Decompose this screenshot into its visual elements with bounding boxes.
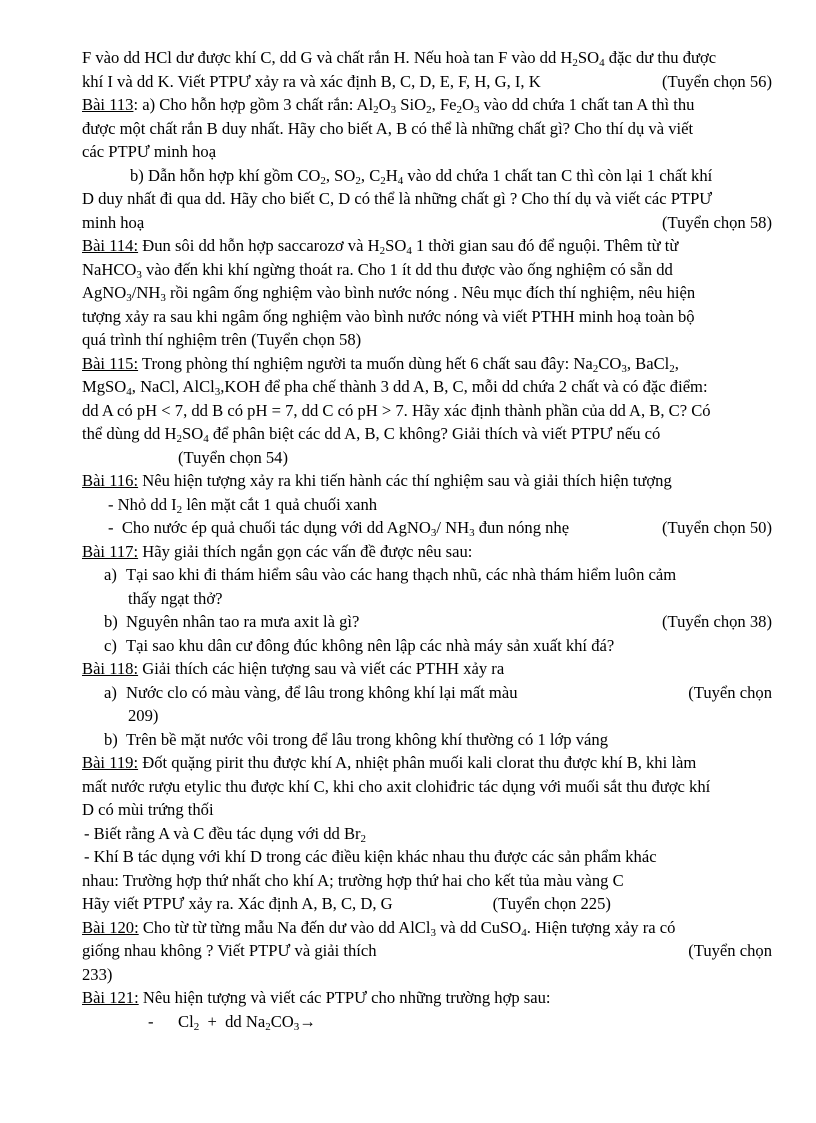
exercise-115-heading [82,352,772,376]
exercise-label: Bài 117: [82,541,139,561]
line-text: thể dùng dd $H_2SO_4$ để phân biệt các dd A, B, C không? Giải thích và viết PTPƯ nếu có [82,424,661,445]
list-item [82,1010,772,1034]
source-citation: (Tuyển chọn 54) [178,447,289,467]
line-text: Cho từ từ từng mẫu Na đến dư vào dd AlCl$_3$ và dd CuSO$_4$. Hiện tượng xảy ra có [138,917,676,939]
list-item [82,493,772,517]
line-text: mất nước rượu etylic thu được khí C, khi cho axit clohiđric tác dụng với muối sắt thu được khí [82,776,711,796]
line-text: tượng xảy ra sau khi ngâm ống nghiệm vào bình nước nóng và viết PTHH minh hoạ toàn bộ [82,306,695,326]
exercise-120-heading [82,916,772,940]
line-text: Tại sao khi đi thám hiểm sâu vào các hang thạch nhũ, các nhà thám hiểm luôn cảm [126,565,677,584]
text-line [82,892,772,916]
source-citation: (Tuyển chọn [688,941,772,960]
line-text: Tại sao khu dân cư đông đúc không nên lập các nhà máy sản xuất khí đá? [126,635,615,655]
exercise-113-heading [82,93,772,117]
source-citation: (Tuyển chọn 225) [492,894,611,913]
source-citation: (Tuyển chọn 58) [661,212,772,232]
line-text: Trong phòng thí nghiệm người ta muốn dùng hết 6 chất sau đây: $Na_2CO_3$, BaCl$_2$, [138,353,679,375]
exercise-116-heading [82,469,772,493]
text-line [82,46,772,70]
text-line [82,399,772,423]
document-page [82,46,772,1033]
line-text: - Biết rằng A và C đều tác dụng với dd $Br_2$ [84,823,367,845]
text-line [82,963,772,987]
item-label: b) [104,612,118,631]
exercise-117-heading [82,540,772,564]
line-text: Giải thích các hiện tượng sau và viết các PTHH xảy ra [138,659,505,678]
exercise-label: Bài 116: [82,471,139,490]
list-item [82,563,772,587]
text-line [82,140,772,164]
text-line [82,939,772,963]
item-label: c) [104,635,117,655]
text-line [82,798,772,822]
line-text: Hãy viết PTPƯ xảy ra. Xác định A, B, C, D, G [82,894,393,913]
line-text: các PTPƯ minh hoạ [82,142,217,161]
text-line [82,375,772,399]
line-text: giống nhau không ? Viết PTPƯ và giải thích [82,941,377,960]
line-text: được một chất rắn B duy nhất. Hãy cho biết A, B có thể là những chất gì? Cho thí dụ và viết [82,118,694,138]
bullet-dash: - [148,1011,154,1031]
list-item [82,634,772,658]
text-line [82,187,772,211]
list-item [82,610,772,634]
line-text: - Cho nước ép quả chuối tác dụng với dd AgNO$_3$/ $NH_3$ đun nóng nhẹ [108,518,570,539]
line-text: $AgNO_3/NH_3$ rồi ngâm ống nghiệm vào bình nước nóng . Nêu mục đích thí nghiệm, nêu hiện [82,283,696,304]
line-text: dd A có pH < 7, dd B có pH = 7, dd C có pH > 7. Hãy xác định thành phần của dd A, B, C? Có [82,400,711,420]
text-line [82,704,772,728]
line-text: Nguyên nhân tao ra mưa axit là gì? [126,612,360,631]
list-item [82,516,772,540]
text-line [82,281,772,305]
line-text: NaHCO$_3$ vào đến khi khí ngừng thoát ra. Cho 1 ít dd thu được vào ống nghiệm có sẵn dd [82,259,673,281]
text-line [82,587,772,611]
source-citation: 209) [128,706,159,725]
line-text: thấy ngạt thở? [128,588,223,608]
line-text: Nêu hiện tượng xảy ra khi tiến hành các thí nghiệm sau và giải thích hiện tượng [138,471,672,490]
line-text: nhau: Trường hợp thứ nhất cho khí A; trường hợp thứ hai cho kết tủa màu vàng C [82,870,624,890]
line-text: Hãy giải thích ngắn gọn các vấn đề được nêu sau: [138,541,473,561]
text-line [82,869,772,893]
exercise-118-heading [82,657,772,681]
line-text: - Khí B tác dụng với khí D trong các điều kiện khác nhau thu được các sản phẩm khác [84,847,657,866]
text-line [82,211,772,235]
text-line [82,446,772,470]
source-citation: 233) [82,964,113,984]
line-text: $Cl_2$ + dd $Na_2CO_3\to$ [178,1011,316,1033]
text-line [82,70,772,94]
line-text: - Nhỏ dd $I_2$ lên mặt cắt 1 quả chuối xanh [108,494,378,516]
exercise-label: Bài 118: [82,659,139,678]
exercise-label: Bài 119: [82,753,139,772]
source-citation: (Tuyển chọn [688,682,772,702]
text-line [82,422,772,446]
line-text: Đun sôi dd hỗn hợp saccarozơ và $H_2SO_4$ 1 thời gian sau đó để nguội. Thêm từ từ [138,236,679,257]
line-text: D có mùi trứng thối [82,800,214,819]
line-text: quá trình thí nghiệm trên (Tuyển chọn 58) [82,330,362,349]
source-citation: (Tuyển chọn 38) [661,612,772,631]
source-citation: (Tuyển chọn 50) [661,518,772,537]
list-item [82,681,772,705]
line-text: b) Dẫn hỗn hợp khí gồm $CO_2$, $SO_2$, $C_2H_4$ vào dd chứa 1 chất tan C thì còn lại 1 chất khí [130,165,713,187]
exercise-114-heading [82,234,772,258]
line-text: D duy nhất đi qua dd. Hãy cho biết C, D có thể là những chất gì ? Cho thí dụ và viết các PTPƯ [82,189,713,208]
text-line [82,328,772,352]
line-text: Trên bề mặt nước vôi trong để lâu trong không khí thường có 1 lớp váng [126,729,608,749]
exercise-label: Bài 121: [82,988,139,1007]
line-text: minh hoạ [82,212,145,232]
exercise-label: Bài 114: [82,236,139,255]
line-text: Nước clo có màu vàng, để lâu trong không khí lại mất màu [126,682,518,702]
source-citation: (Tuyển chọn 56) [661,71,772,91]
line-text: F vào dd HCl dư được khí C, dd G và chất rắn H. Nếu hoà tan F vào dd $H_2SO_4$ đặc dư thu được [82,48,717,69]
line-text: Đốt quặng pirit thu được khí A, nhiệt phân muối kali clorat thu được khí B, khi làm [138,753,697,772]
item-label: a) [104,682,117,702]
exercise-119-heading [82,751,772,775]
line-text: : a) Cho hỗn hợp gồm 3 chất rắn: $Al_2O_3$ SiO$_2$, $Fe_2O_3$ vào dd chứa 1 chất tan A thì thu [133,95,695,116]
exercise-121-heading [82,986,772,1010]
text-line [82,117,772,141]
item-label: a) [104,565,117,584]
list-item [82,728,772,752]
line-text: MgSO$_4$, NaCl, AlCl$_3$,KOH để pha chế thành 3 dd A, B, C, mỗi dd chứa 2 chất và có đặc điểm: [82,377,708,398]
list-item [82,822,772,846]
exercise-label: Bài 113 [82,95,134,114]
line-text: Nêu hiện tượng và viết các PTPƯ cho những trường hợp sau: [138,988,551,1007]
line-text: khí I và dd K. Viết PTPƯ xảy ra và xác định B, C, D, E, F, H, G, I, K [82,71,541,91]
text-line [82,775,772,799]
text-line [82,305,772,329]
text-line [82,258,772,282]
exercise-label: Bài 115: [82,353,139,373]
item-label: b) [104,729,118,749]
exercise-label: Bài 120: [82,917,139,937]
text-line [82,164,772,188]
list-item [82,845,772,869]
